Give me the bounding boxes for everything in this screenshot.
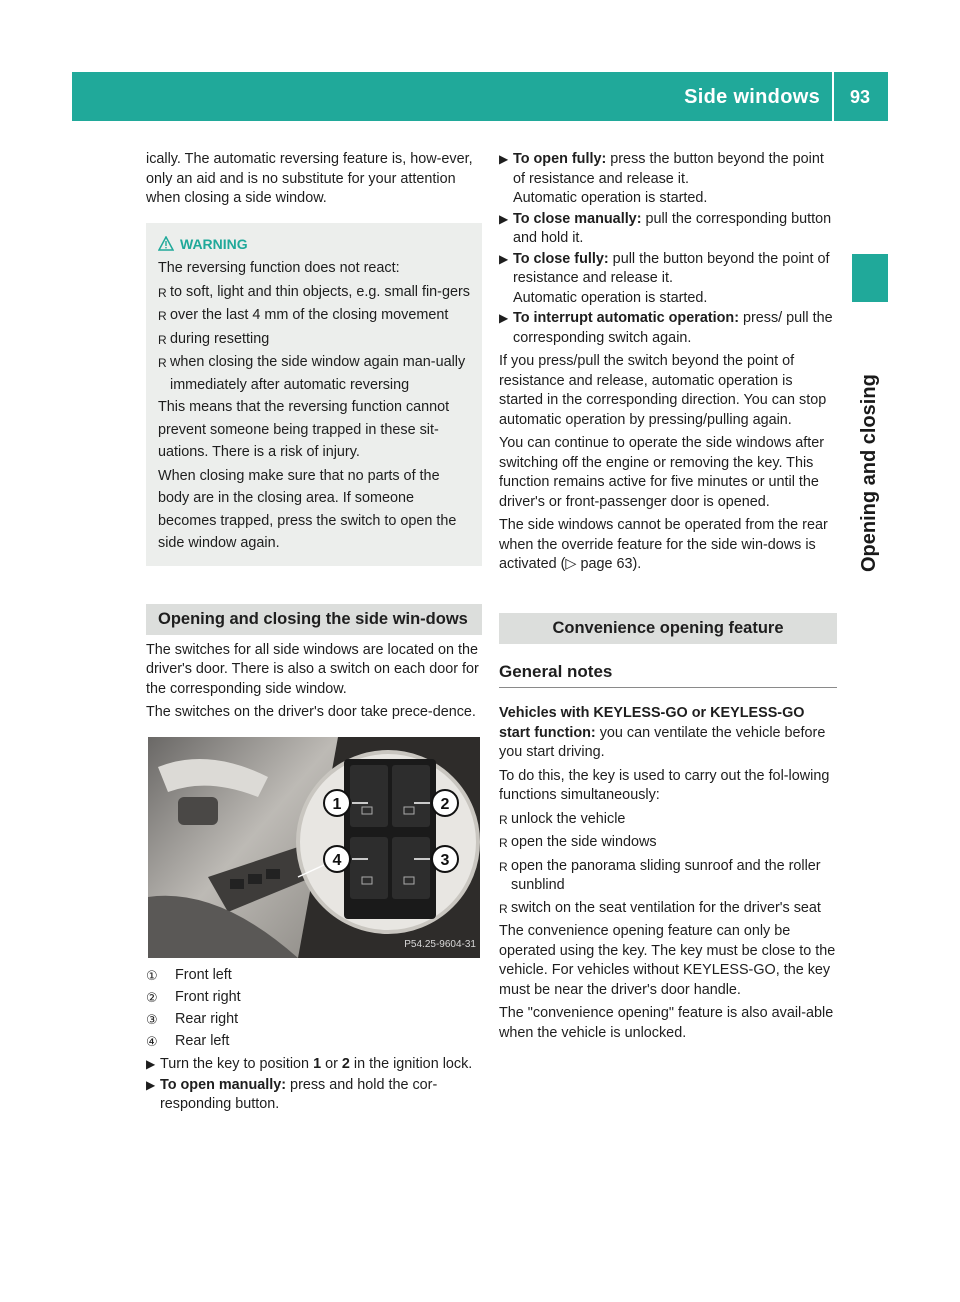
header-title: Side windows [684, 86, 820, 108]
warning-paragraph: When closing make sure that no parts of the body are in the closing area. If someone becomes trapped, press the switch to open the side window again. [158, 467, 457, 551]
bullet-icon: R [499, 812, 508, 827]
instruction-step: ▶ To close manually: pull the corresponding button and hold it. [499, 210, 837, 249]
list-item: R open the panorama sliding sunroof and the roller sunblind [499, 857, 821, 893]
body-paragraph: The "convenience opening" feature is also avail-able when the vehicle is unlocked. [499, 1005, 834, 1041]
sub-heading: General notes [499, 650, 837, 689]
left-column [146, 150, 482, 1116]
warning-bullet: R when closing the side window again man-ually immediately after automatic reversing [158, 351, 474, 396]
body-paragraph: The switches on the driver's door take prece-dence. [146, 704, 476, 720]
chapter-tab [852, 254, 888, 302]
svg-text:4: 4 [332, 851, 342, 869]
warning-paragraph: This means that the reversing function cannot prevent someone being trapped in these sit-uations. There is a risk of injury. [158, 399, 450, 460]
body-paragraph: If you press/pull the switch beyond the point of resistance and release, automatic operation is started in the corresponding direction. You can stop automatic operation by pressing/pulling again. [499, 353, 827, 428]
body-paragraph: The side windows cannot be operated from the rear when the override feature for the side win-dows is activated (▷ page 63). [499, 517, 828, 572]
body-paragraph: You can continue to operate the side windows after switching off the engine or removing the key. This function remains active for five minutes or until the driver's or front-passenger door is opened. [499, 435, 825, 510]
page-header [72, 72, 888, 121]
instruction-step: ▶ To open manually: press and hold the cor-responding button. [146, 1076, 482, 1115]
warning-bullet: R during resetting [158, 328, 474, 352]
instruction-step: ▶ To interrupt automatic operation: press/ pull the corresponding switch again. [499, 309, 837, 348]
section-heading: Convenience opening feature [499, 613, 837, 644]
warning-bullet: R over the last 4 mm of the closing movement [158, 304, 474, 328]
bullet-icon: R [158, 285, 167, 300]
svg-text:2: 2 [440, 795, 450, 813]
arrow-icon: ▶ [146, 1057, 156, 1071]
instruction-step: ▶ To open fully: press the button beyond the point of resistance and release it. Automatic operation is started. [499, 150, 837, 209]
warning-lead: The reversing function does not react: [158, 260, 400, 276]
svg-text:3: 3 [440, 851, 450, 869]
right-column [499, 150, 837, 1047]
list-item: R unlock the vehicle [499, 810, 837, 831]
chapter-label: Opening and closing [858, 374, 880, 572]
bullet-icon: R [158, 356, 167, 370]
list-item: R open the side windows [499, 833, 837, 854]
instruction-step: ▶ Turn the key to position 1 or 2 in the ignition lock. [146, 1055, 482, 1075]
body-paragraph: Vehicles with KEYLESS-GO or KEYLESS-GO start function: you can ventilate the vehicle before you start driving. [499, 705, 826, 760]
svg-text:1: 1 [332, 795, 342, 813]
bullet-icon: R [499, 836, 508, 850]
warning-heading: WARNING [158, 233, 474, 256]
arrow-icon: ▶ [499, 211, 509, 226]
body-paragraph: The switches for all side windows are located on the driver's door. There is also a switch on each door for the corresponding side window. [146, 641, 479, 697]
body-paragraph: The convenience opening feature can only be operated using the key. The key must be close to the vehicle. For vehicles without KEYLESS-GO, the key must be near the driver's door handle. [499, 923, 836, 998]
door-switch-illustration [148, 737, 480, 958]
arrow-icon: ▶ [499, 311, 509, 325]
bullet-icon: R [158, 309, 167, 323]
arrow-icon: ▶ [499, 152, 509, 166]
page-number: 93 [849, 87, 870, 107]
instruction-step: ▶ To close fully: pull the button beyond the point of resistance and release it. Automatic operation is started. [499, 250, 837, 309]
bullet-icon: R [499, 901, 508, 916]
bullet-icon: R [158, 332, 167, 347]
list-item: R switch on the seat ventilation for the driver's seat [499, 899, 837, 920]
warning-triangle-icon [158, 236, 174, 251]
photo-code: P54.25-9604-31 [404, 939, 476, 950]
intro-paragraph: ically. The automatic reversing feature is, how-ever, only an aid and is no substitute for your attention when closing a side window. [146, 151, 473, 206]
legend-item: ③ Rear right [146, 1010, 239, 1027]
legend-item: ② Front right [146, 988, 241, 1005]
body-paragraph: To do this, the key is used to carry out the fol-lowing functions simultaneously: [499, 767, 830, 803]
warning-bullet: R to soft, light and thin objects, e.g. small fin-gers [158, 281, 474, 305]
warning-box [146, 223, 482, 566]
door-switch-photo [148, 737, 480, 958]
legend-item: ① Front left [146, 966, 232, 983]
section-heading: Opening and closing the side win-dows [146, 604, 482, 635]
bullet-icon: R [499, 859, 508, 874]
legend-item: ④ Rear left [146, 1032, 230, 1049]
header-divider [832, 72, 834, 121]
arrow-icon: ▶ [499, 251, 509, 266]
arrow-icon: ▶ [146, 1077, 156, 1092]
